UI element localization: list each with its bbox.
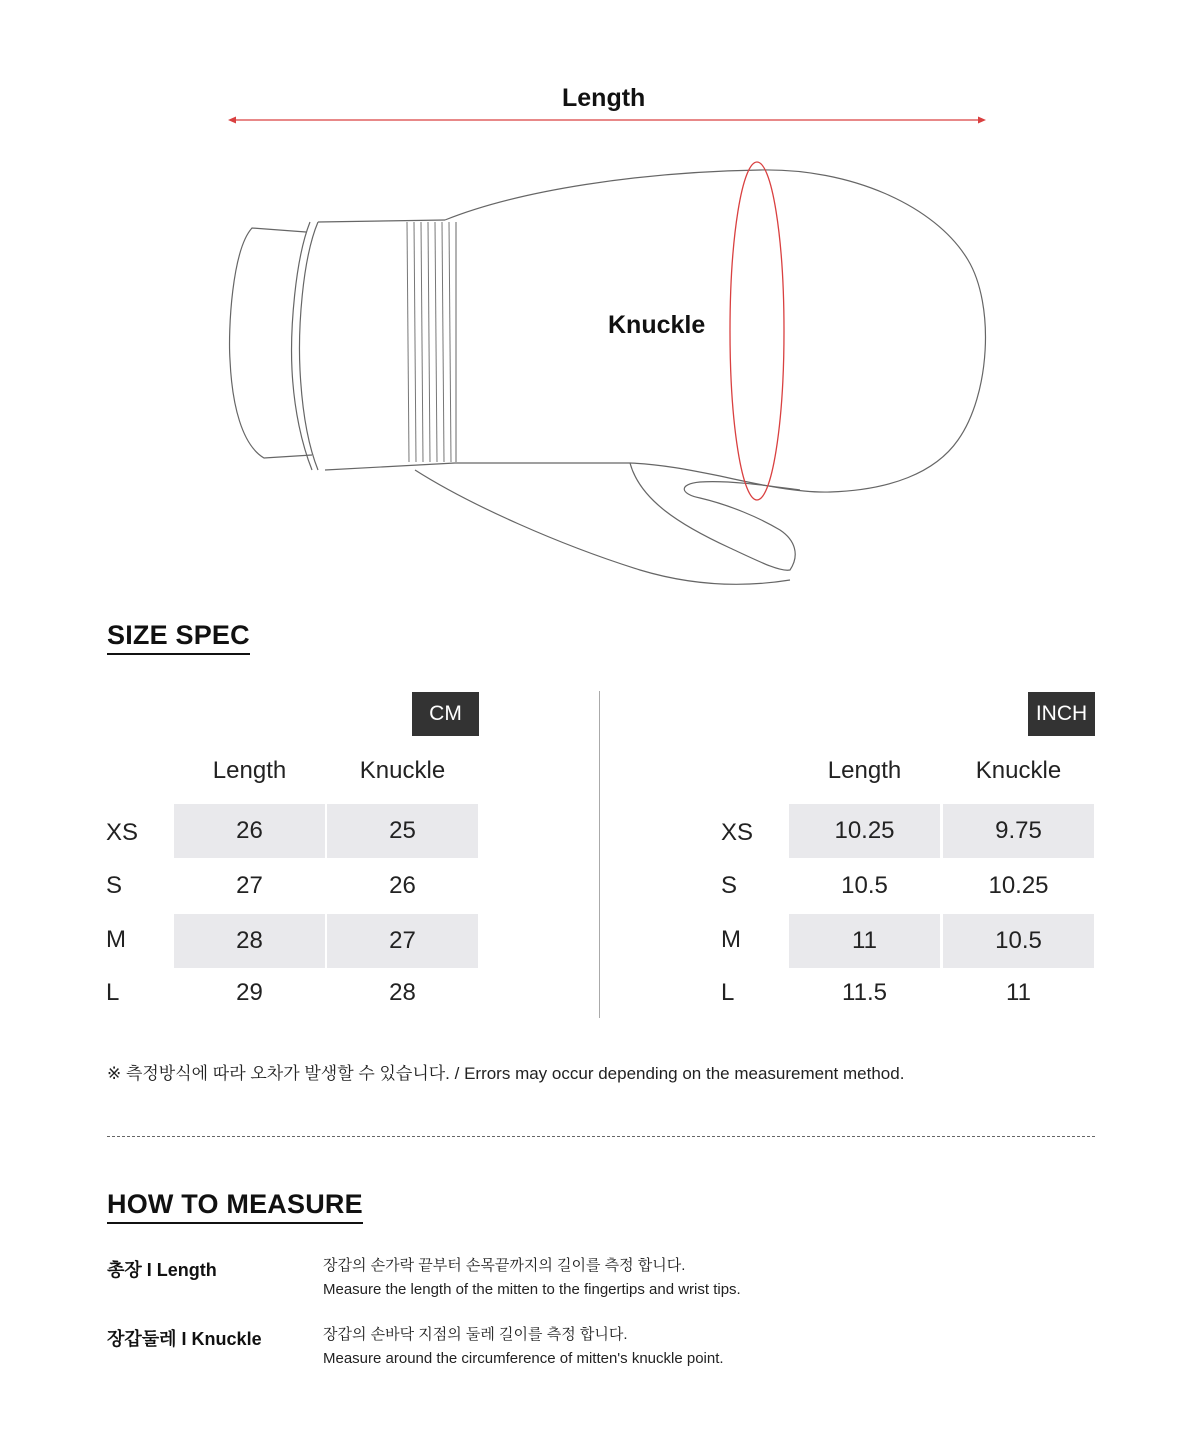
- table-cell: 29: [236, 979, 263, 1006]
- table-cell: 9.75: [943, 804, 1094, 858]
- length-label: Length: [562, 84, 646, 112]
- cm-row-size: XS: [106, 819, 139, 846]
- cm-row-size: L: [106, 979, 120, 1006]
- cm-row-size: S: [106, 872, 123, 899]
- table-divider: [599, 691, 600, 1018]
- knuckle-measure-ellipse: [730, 162, 784, 500]
- table-cell: 28: [174, 914, 325, 968]
- table-cell: 25: [327, 804, 478, 858]
- section-separator: [107, 1136, 1095, 1137]
- inch-unit-badge: INCH: [1028, 692, 1095, 736]
- cm-header-knuckle: Knuckle: [359, 757, 446, 784]
- knuckle-label: Knuckle: [608, 311, 706, 339]
- inch-row-size: L: [721, 979, 735, 1006]
- measure-desc-en: Measure around the circumference of mitten's knuckle point.: [323, 1350, 724, 1367]
- table-cell: 28: [389, 979, 416, 1006]
- inch-row-size: XS: [721, 819, 754, 846]
- table-cell: 26: [389, 872, 416, 899]
- inch-header-length: Length: [827, 757, 902, 784]
- table-cell: 26: [174, 804, 325, 858]
- table-cell: 27: [327, 914, 478, 968]
- cm-header-length: Length: [212, 757, 287, 784]
- mitten-diagram: [0, 0, 1200, 600]
- measurement-note: ※ 측정방식에 따라 오차가 발생할 수 있습니다. / Errors may occur depending on the measurement method.: [107, 1064, 905, 1083]
- how-to-measure-title: HOW TO MEASURE: [107, 1189, 363, 1224]
- inch-row-size: M: [721, 926, 741, 953]
- length-arrow: [228, 117, 986, 124]
- table-cell: 11: [1006, 979, 1031, 1006]
- cm-unit-badge: CM: [412, 692, 479, 736]
- table-cell: 10.25: [789, 804, 940, 858]
- measure-desc-en: Measure the length of the mitten to the fingertips and wrist tips.: [323, 1281, 741, 1298]
- cm-row-size: M: [106, 926, 126, 953]
- measure-desc-ko: 장갑의 손바닥 지점의 둘레 길이를 측정 합니다.: [323, 1326, 628, 1343]
- size-spec-title: SIZE SPEC: [107, 620, 250, 655]
- measure-desc-ko: 장갑의 손가락 끝부터 손목끝까지의 길이를 측정 합니다.: [323, 1257, 686, 1274]
- table-cell: 11.5: [842, 979, 887, 1006]
- measure-term: 장갑둘레 I Knuckle: [107, 1329, 262, 1349]
- table-cell: 10.5: [943, 914, 1094, 968]
- inch-header-knuckle: Knuckle: [975, 757, 1062, 784]
- table-cell: 27: [236, 872, 263, 899]
- table-cell: 10.5: [841, 872, 888, 899]
- mitten-outline: [230, 170, 986, 584]
- rib-stitching: [407, 222, 456, 462]
- inch-row-size: S: [721, 872, 738, 899]
- table-cell: 11: [789, 914, 940, 968]
- measure-term: 총장 I Length: [107, 1260, 217, 1280]
- table-cell: 10.25: [988, 872, 1049, 899]
